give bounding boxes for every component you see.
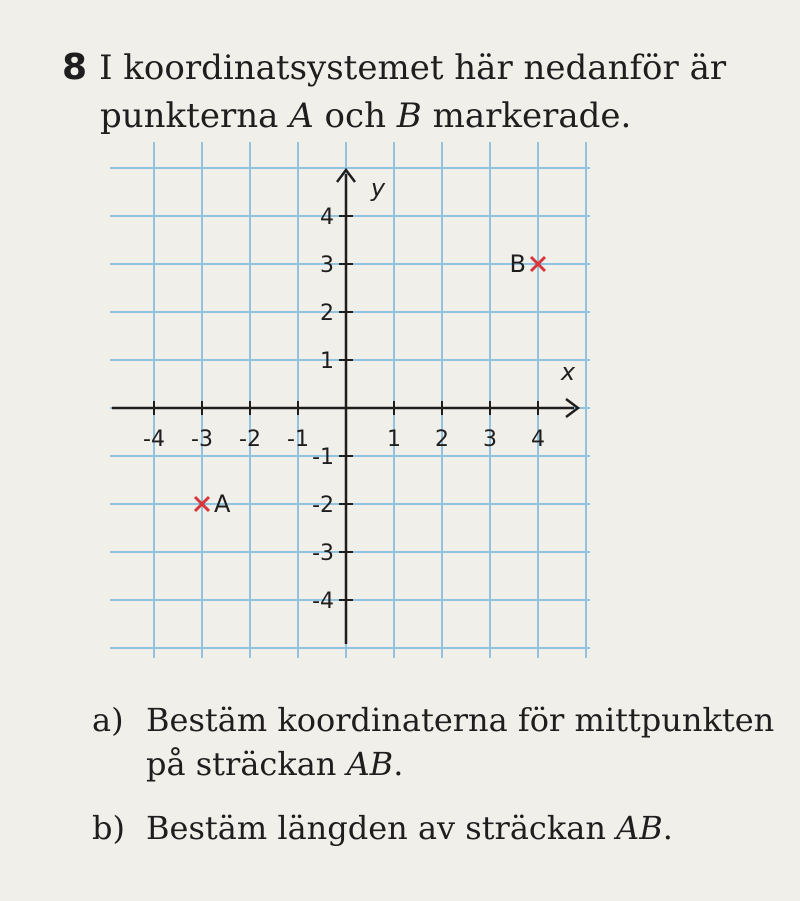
y-tick-label: 1: [320, 349, 334, 374]
question-a-label: a): [92, 701, 124, 739]
problem-statement: [62, 44, 762, 140]
question-b: [92, 806, 792, 850]
line2-text-end: markerade.: [421, 96, 632, 136]
point-b-name: B: [396, 96, 422, 136]
y-axis-label: y: [370, 174, 386, 202]
y-tick-label: 3: [320, 253, 334, 278]
problem-text-line2: [62, 92, 762, 140]
x-tick-label: 3: [483, 427, 497, 452]
line2-text: punkterna: [100, 96, 290, 136]
x-tick-label: 2: [435, 427, 449, 452]
question-b-end: .: [662, 809, 673, 847]
question-a-var: AB: [346, 745, 394, 783]
y-tick-label: 4: [320, 205, 334, 230]
question-a-text: [146, 698, 792, 786]
y-tick-label: -1: [312, 445, 334, 470]
question-b-body: Bestäm längden av sträckan: [146, 809, 617, 847]
x-tick-label: -4: [143, 427, 165, 452]
y-tick-label: -2: [312, 493, 334, 518]
y-tick-label: -3: [312, 541, 334, 566]
x-tick-label: -3: [191, 427, 213, 452]
problem-number: 8: [62, 47, 88, 88]
x-tick-label: 1: [387, 427, 401, 452]
x-tick-label: 4: [531, 427, 545, 452]
question-b-label: b): [92, 809, 125, 847]
y-tick-label: -4: [312, 589, 334, 614]
problem-text-line1: I koordinatsystemet här nedanför är: [99, 48, 727, 88]
coordinate-graph: [0, 140, 800, 680]
question-a-end: .: [393, 745, 404, 783]
coordinate-system: [0, 140, 800, 680]
point-a-label: A: [214, 490, 231, 518]
point-a-name: A: [289, 96, 314, 136]
point-b-label: B: [509, 250, 526, 278]
line2-text-mid: och: [313, 96, 397, 136]
x-tick-label: -1: [287, 427, 309, 452]
x-tick-label: -2: [239, 427, 261, 452]
question-b-var: AB: [616, 809, 663, 847]
question-b-text: [146, 806, 792, 850]
question-a: [92, 698, 792, 786]
x-axis-label: x: [560, 358, 576, 386]
question-list: [92, 698, 792, 870]
question-a-body: Bestäm koordinaterna för mittpunkten på sträckan: [146, 701, 775, 783]
y-tick-label: 2: [320, 301, 334, 326]
